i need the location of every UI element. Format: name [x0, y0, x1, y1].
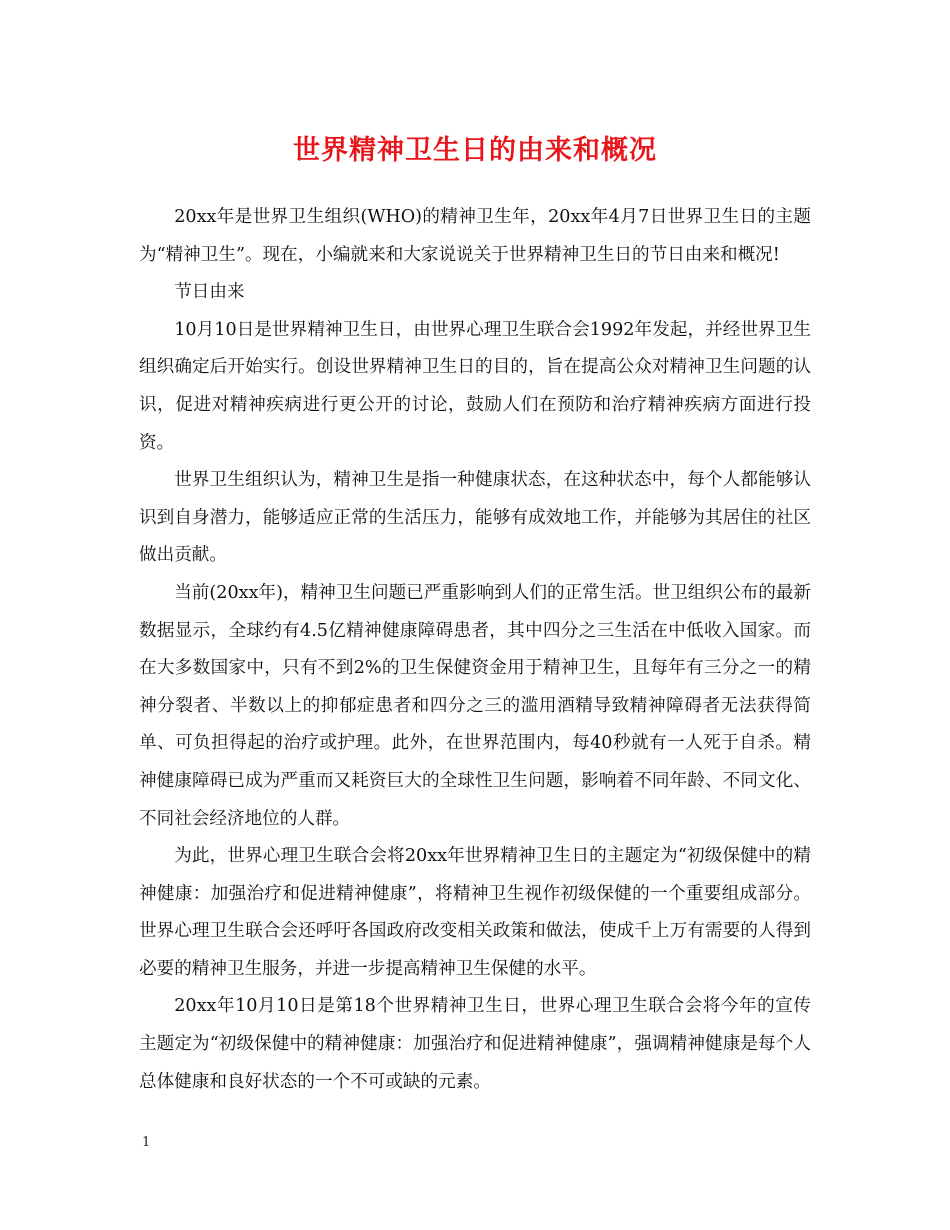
body-paragraph: 为此，世界心理卫生联合会将20xx年世界精神卫生日的主题定为“初级保健中的精神健康：加强治疗和促进精神健康”，将精神卫生视作初级保健的一个重要组成部分。世界心理卫生联合会还呼吁各国政府改变相关政策和做法，使成千上万有需要的人得到必要的精神卫生服务，并进一步提高精神卫生保健的水平。 — [139, 846, 811, 979]
section-heading: 节日由来 — [174, 282, 245, 303]
body-paragraph: 20xx年10月10日是第18个世界精神卫生日，世界心理卫生联合会将今年的宣传主题定为“初级保健中的精神健康：加强治疗和促进精神健康”，强调精神健康是每个人总体健康和良好状态的一个不可或缺的元素。 — [139, 996, 811, 1092]
document-body — [139, 199, 811, 1101]
page-number: 1 — [142, 1135, 151, 1150]
body-paragraph: 世界卫生组织认为，精神卫生是指一种健康状态，在这种状态中，每个人都能够认识到自身潜力，能够适应正常的生活压力，能够有成效地工作，并能够为其居住的社区做出贡献。 — [139, 470, 811, 566]
page-title: 世界精神卫生日的由来和概况 — [293, 135, 657, 166]
body-paragraph: 当前(20xx年)，精神卫生问题已严重影响到人们的正常生活。世卫组织公布的最新数据显示，全球约有4.5亿精神健康障碍患者，其中四分之三生活在中低收入国家。而在大多数国家中，只有不到2%的卫生保健资金用于精神卫生，且每年有三分之一的精神分裂者、半数以上的抑郁症患者和四分之三的滥用酒精导致精神障碍者无法获得简单、可负担得起的治疗或护理。此外，在世界范围内，每40秒就有一人死于自杀。精神健康障碍已成为严重而又耗资巨大的全球性卫生问题，影响着不同年龄、不同文化、不同社会经济地位的人群。 — [139, 582, 811, 829]
body-paragraph: 10月10日是世界精神卫生日，由世界心理卫生联合会1992年发起，并经世界卫生组织确定后开始实行。创设世界精神卫生日的目的，旨在提高公众对精神卫生问题的认识，促进对精神疾病进行更公开的讨论，鼓励人们在预防和治疗精神疾病方面进行投资。 — [139, 319, 811, 453]
intro-paragraph: 20xx年是世界卫生组织(WHO)的精神卫生年，20xx年4月7日世界卫生日的主题为“精神卫生”。现在，小编就来和大家说说关于世界精神卫生日的节日由来和概况! — [139, 207, 811, 265]
